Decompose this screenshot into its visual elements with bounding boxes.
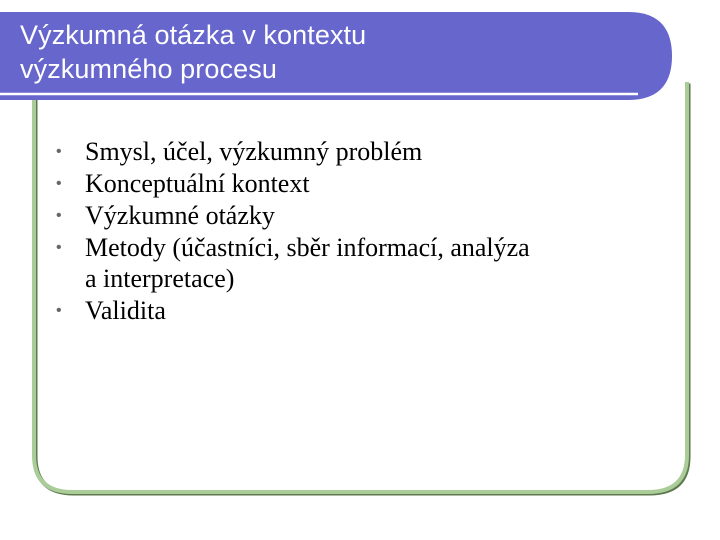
title-line-2: výzkumného procesu <box>20 54 277 84</box>
bullet-item <box>55 168 685 199</box>
bullet-item <box>55 200 685 231</box>
bullet-line: Smysl, účel, výzkumný problém <box>85 137 423 166</box>
bullet-line: a interpretace) <box>85 264 235 293</box>
bullet-text <box>85 232 685 294</box>
bullet-text <box>85 295 685 326</box>
bullet-item <box>55 136 685 167</box>
bullet-icon: • <box>56 175 62 192</box>
bullet-item <box>55 295 685 326</box>
title-line-1: Výzkumná otázka v kontextu <box>20 20 367 50</box>
slide-title <box>20 18 620 86</box>
bullet-icon: • <box>56 302 62 319</box>
bullet-item <box>55 232 685 294</box>
bullet-icon: • <box>56 143 62 160</box>
bullet-icon: • <box>56 207 62 224</box>
bullet-text <box>85 168 685 199</box>
bullet-line: Metody (účastníci, sběr informací, analýza <box>85 233 530 262</box>
bullet-line: Validita <box>85 296 166 325</box>
bullet-line: Konceptuální kontext <box>85 169 310 198</box>
bullet-icon: • <box>56 239 62 256</box>
bullet-text <box>85 136 685 167</box>
bullet-line: Výzkumné otázky <box>85 201 275 230</box>
bullet-list <box>55 136 685 327</box>
bullet-text <box>85 200 685 231</box>
